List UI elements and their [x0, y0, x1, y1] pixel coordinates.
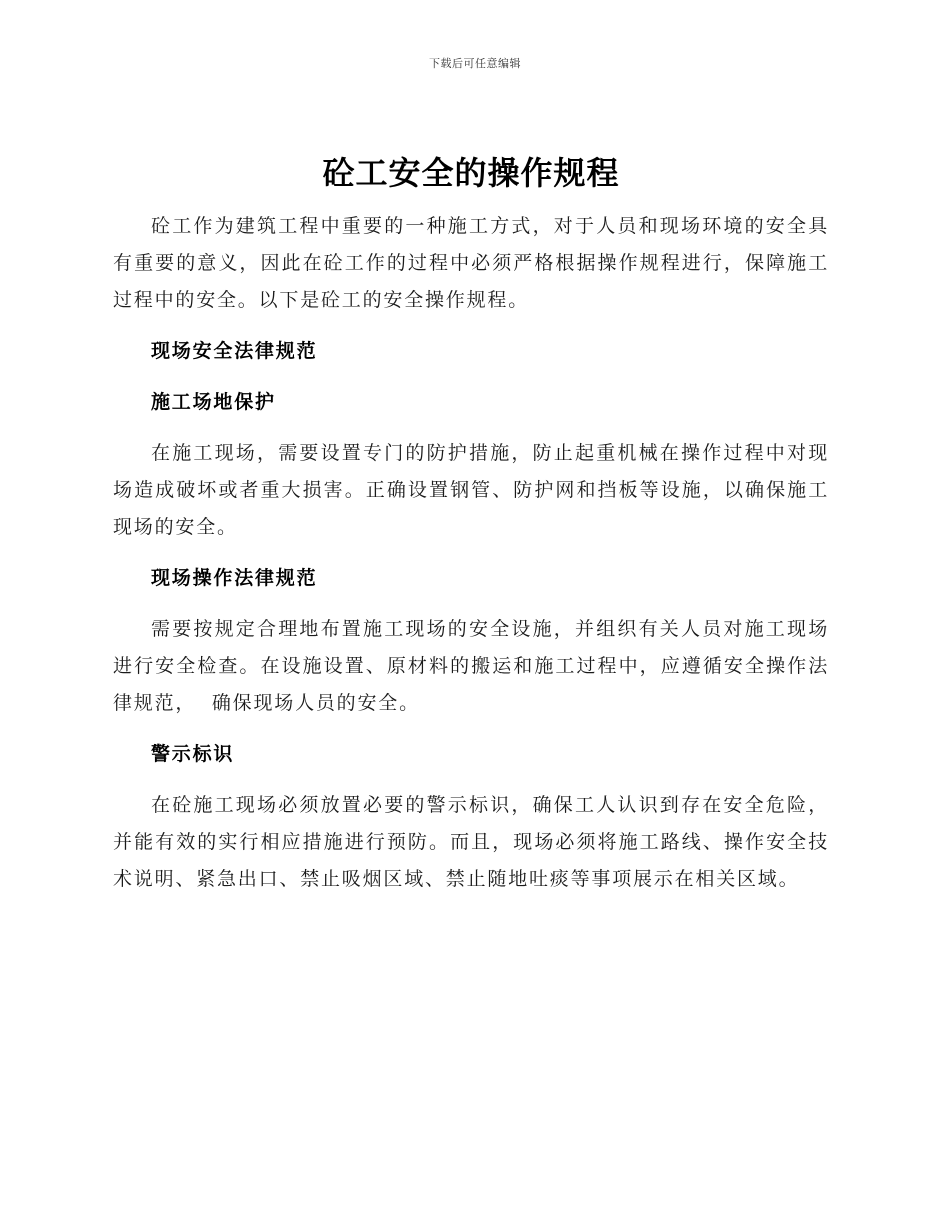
intro-paragraph: 砼工作为建筑工程中重要的一种施工方式，对于人员和现场环境的安全具有重要的意义，因此在砼工作的过程中必须严格根据操作规程进行，保障施工过程中的安全。以下是砼工的安全操作规程。	[113, 215, 829, 311]
document-title: 砼工安全的操作规程	[322, 154, 620, 192]
section-body-warning-signs: 在砼施工现场必须放置必要的警示标识，确保工人认识到存在安全危险，并能有效的实行相应措施进行预防。而且，现场必须将施工路线、操作安全技术说明、紧急出口、禁止吸烟区域、禁止随地吐痰等事项展示在相关区域。	[113, 794, 829, 890]
section-body-site-protection: 在施工现场，需要设置专门的防护措施，防止起重机械在操作过程中对现场造成破坏或者重大损害。正确设置钢管、防护网和挡板等设施，以确保施工现场的安全。	[113, 442, 829, 538]
section-heading-warning-signs: 警示标识	[151, 743, 235, 765]
section-heading-site-protection: 施工场地保护	[151, 391, 276, 413]
section-body-operation-norms: 需要按规定合理地布置施工现场的安全设施，并组织有关人员对施工现场进行安全检查。在设施设置、原材料的搬运和施工过程中，应遵循安全操作法律规范， 确保现场人员的安全。	[113, 618, 829, 714]
document-content	[113, 150, 829, 898]
section-heading-legal-norms: 现场安全法律规范	[151, 340, 318, 362]
section-heading-operation-norms: 现场操作法律规范	[151, 567, 318, 589]
header-note: 下载后可任意编辑	[429, 57, 521, 70]
